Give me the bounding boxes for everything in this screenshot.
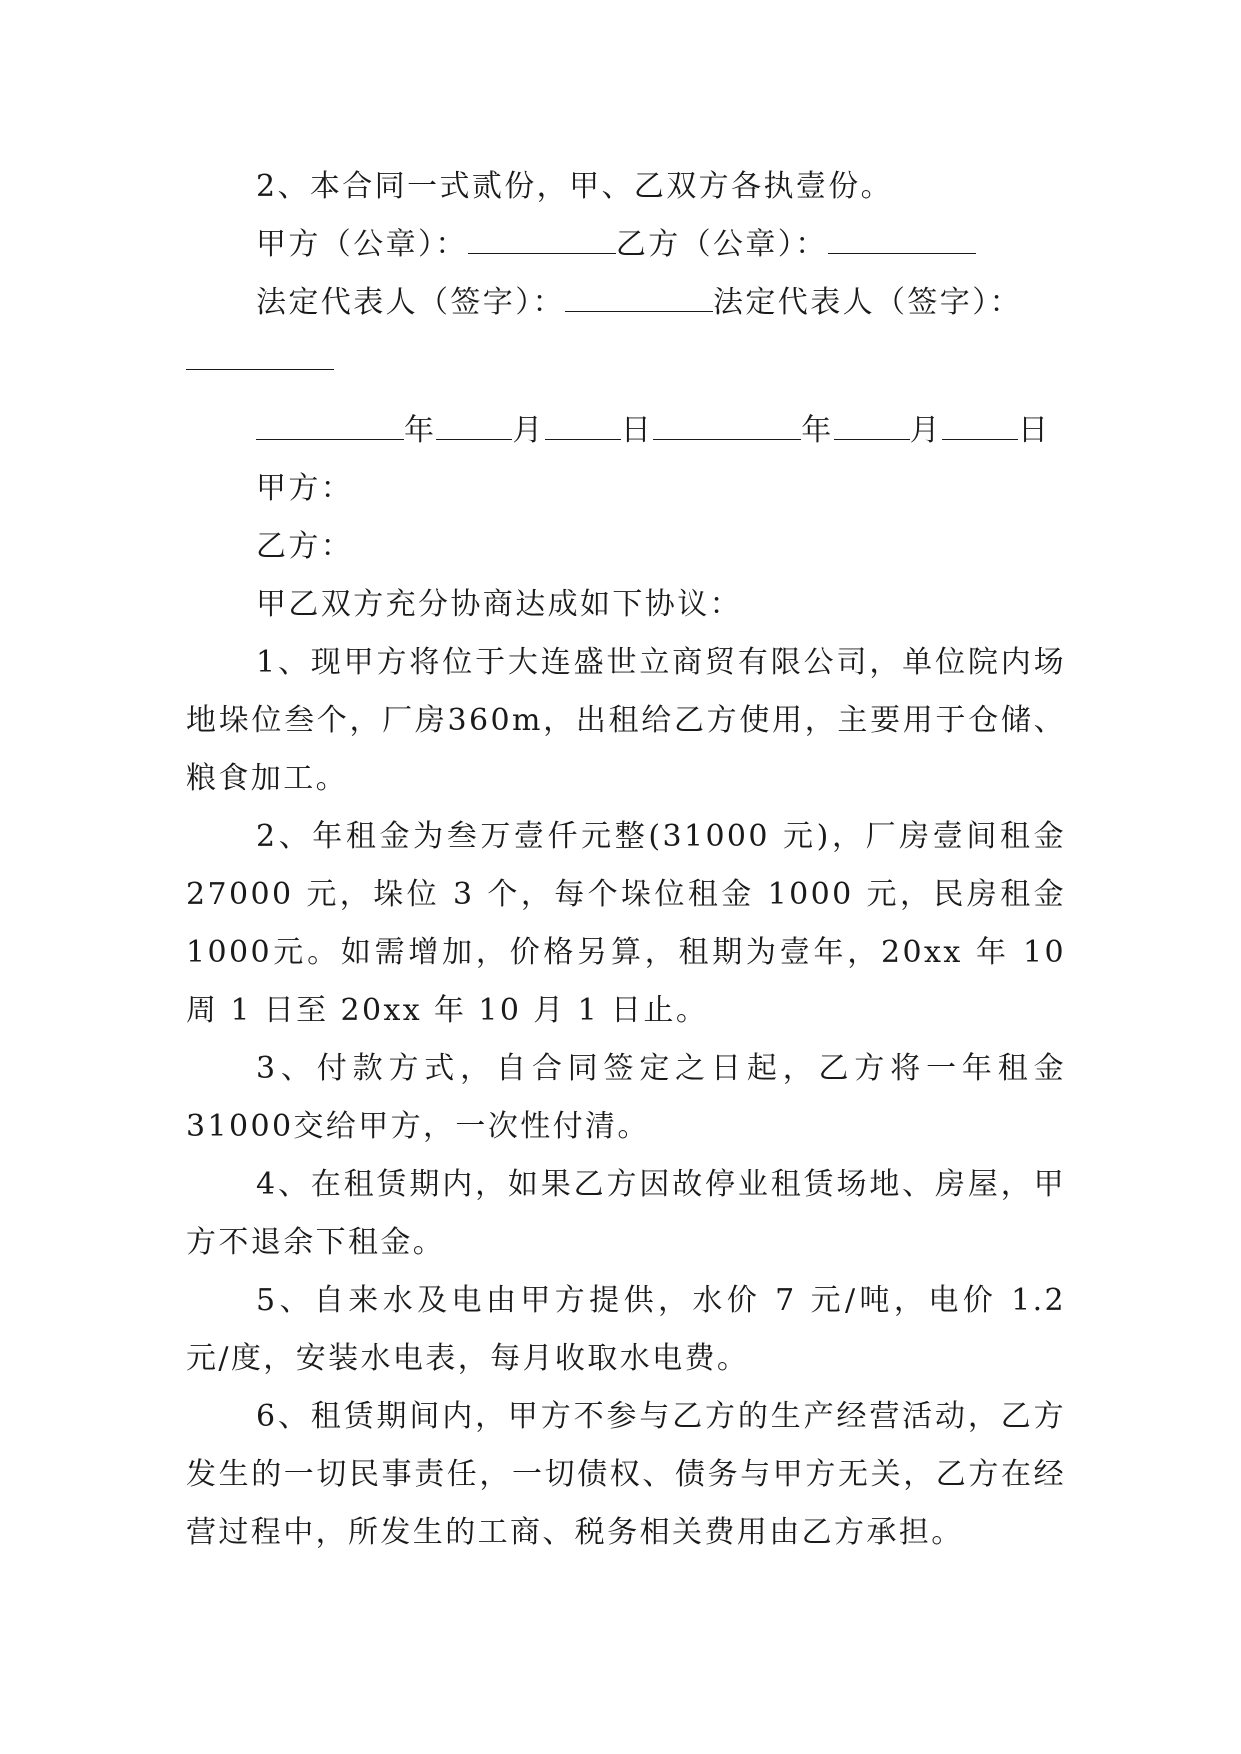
month-b-blank: [834, 409, 910, 440]
clause-1: 1、现甲方将位于大连盛世立商贸有限公司，单位院内场地垛位叁个，厂房360m，出租给乙方使用，主要用于仓储、粮食加工。: [186, 645, 1066, 796]
year-a-blank: [256, 409, 404, 440]
contract-body: [186, 158, 1066, 1562]
seal-line: [186, 216, 1066, 274]
date-line: [186, 402, 1066, 460]
clause-3: 3、付款方式，自合同签定之日起，乙方将一年租金 31000交给甲方，一次性付清。: [186, 1051, 1066, 1144]
clause-4: 4、在租赁期内，如果乙方因故停业租赁场地、房屋，甲方不退余下租金。: [186, 1167, 1066, 1260]
day-a-label: 日: [620, 413, 654, 448]
year-b-label: 年: [801, 413, 834, 448]
month-a-label: 月: [512, 413, 545, 448]
year-b-blank: [653, 409, 801, 440]
party-a-seal-blank: [468, 223, 616, 254]
rep-a-label: 法定代表人（签字）：: [256, 285, 565, 320]
rep-b-blank: [186, 339, 334, 370]
rep-b-blank-line: [186, 332, 1066, 402]
year-a-label: 年: [404, 413, 437, 448]
agreement-intro: 甲乙双方充分协商达成如下协议：: [256, 587, 742, 622]
party-b-label: 乙方：: [256, 529, 354, 564]
rep-b-label: 法定代表人（签字）：: [713, 285, 1022, 320]
clause-2: 2、年租金为叁万壹仟元整(31000 元)，厂房壹间租金27000 元，垛位 3 个，每个垛位租金 1000 元，民房租金 1000元。如需增加，价格另算，租期为壹年，20xx 年 10 周 1 日至 20xx 年 10 月 1 日止。: [186, 819, 1066, 1028]
month-b-label: 月: [909, 413, 943, 448]
clause-6: 6、租赁期间内，甲方不参与乙方的生产经营活动，乙方发生的一切民事责任，一切债权、债务与甲方无关，乙方在经营过程中，所发生的工商、税务相关费用由乙方承担。: [186, 1399, 1066, 1550]
party-b-seal-blank: [828, 223, 976, 254]
clause-5: 5、自来水及电由甲方提供，水价 7 元/吨，电价 1.2 元/度，安装水电表，每月收取水电费。: [186, 1283, 1066, 1376]
day-a-blank: [545, 409, 621, 440]
representative-line: [186, 274, 1066, 332]
day-b-blank: [942, 409, 1018, 440]
rep-a-blank: [565, 281, 713, 312]
party-a-label: 甲方：: [256, 471, 354, 506]
copies-clause: 2、本合同一式贰份，甲、乙双方各执壹份。: [256, 169, 894, 204]
day-b-label: 日: [1018, 413, 1051, 448]
party-b-seal-label: 乙方（公章）：: [615, 227, 828, 262]
party-a-seal-label: 甲方（公章）：: [256, 227, 468, 262]
month-a-blank: [436, 409, 512, 440]
